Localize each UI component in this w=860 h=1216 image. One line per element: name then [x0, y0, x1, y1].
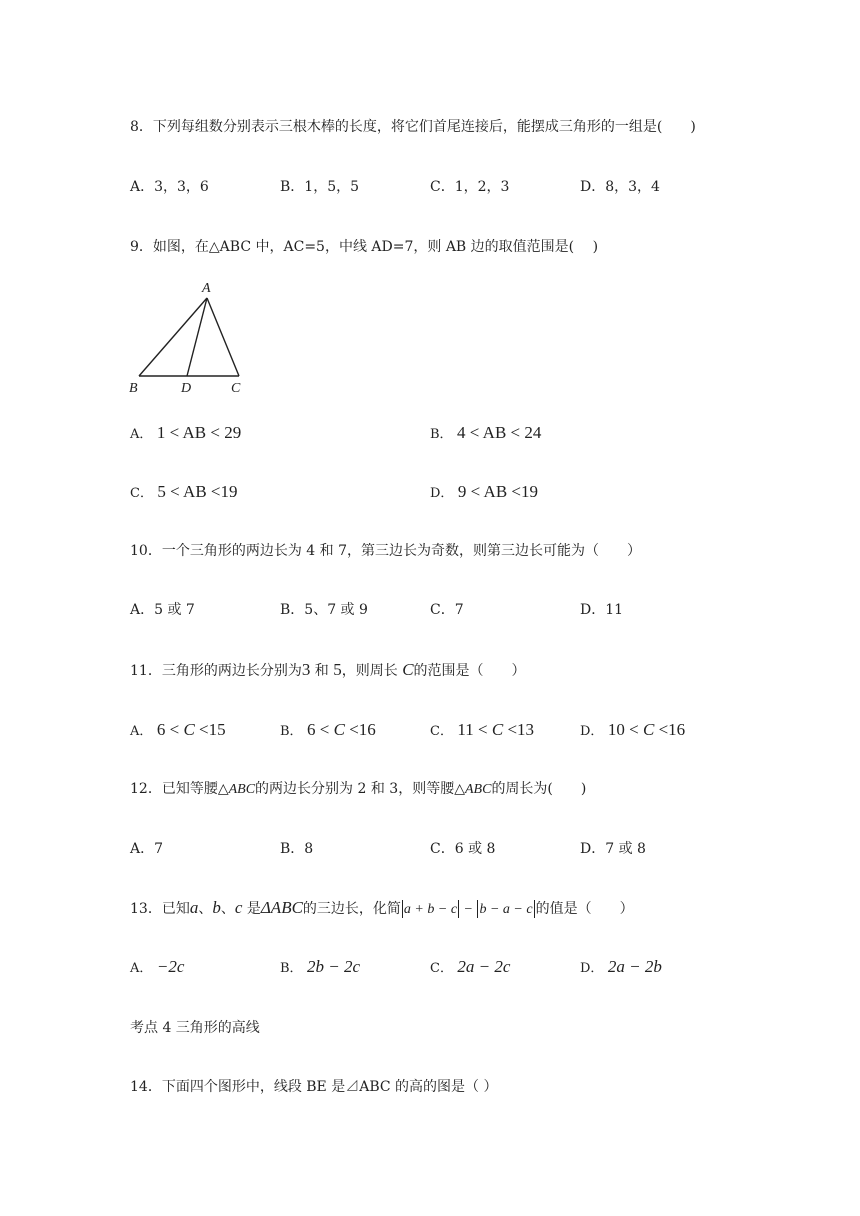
q13-option-d-expr: 2a − 2b: [607, 957, 662, 976]
q11-option-a-letter: A．: [130, 724, 153, 739]
question-10-stem: 10．一个三角形的两边长为 4 和 7，第三边长为奇数，则第三边长可能为（ ）: [130, 543, 641, 559]
q13-minus: −: [460, 902, 477, 917]
q11-option-a-expr-b: <15: [194, 720, 226, 739]
q11-option-d-letter: D．: [580, 724, 604, 739]
q11-stem-mid: ，则周长: [341, 663, 398, 679]
q13-var-a: a: [189, 898, 199, 917]
q13-stem-mid: 的三边长，化简: [302, 901, 401, 917]
abs-bar-right-1: [458, 900, 459, 918]
q11-option-b: [280, 720, 376, 742]
q12-stem-pre: 12．已知等腰△: [130, 781, 229, 797]
q9-option-a: [130, 423, 241, 445]
q13-option-d: [580, 957, 662, 979]
q12-abc-1: ABC: [228, 782, 256, 797]
q13-option-c-expr: 2a − 2c: [457, 957, 511, 976]
question-13-stem: [130, 898, 634, 920]
q12-abc-2: ABC: [464, 782, 492, 797]
q11-option-d-expr-b: <16: [654, 720, 686, 739]
q13-option-c: [430, 957, 510, 979]
q11-option-c: [430, 720, 534, 742]
q13-stem-post: 的值是（ ）: [535, 901, 634, 917]
q8-option-b: B．1，5，5: [280, 179, 360, 195]
q9-option-a-expr: 1 < AB < 29: [156, 423, 242, 442]
q13-option-d-letter: D．: [580, 961, 604, 976]
q11-number-3: 3: [301, 660, 311, 679]
q13-option-b-letter: B．: [280, 961, 303, 976]
q12-option-c: C．6 或 8: [430, 841, 496, 857]
q9-option-c-letter: C．: [130, 486, 153, 501]
question-9-stem: 9．如图，在△ABC 中，AC=5，中线 AD=7，则 AB 边的取值范围是( ): [130, 239, 599, 255]
q13-sep-2: 、: [220, 901, 235, 917]
vertex-label-d: D: [181, 381, 192, 396]
q13-is: 是: [242, 901, 261, 917]
q13-abs-2: b − a − c: [479, 902, 533, 917]
q11-stem-pre: 11．三角形的两边长分别为: [130, 663, 302, 679]
q9-option-c-expr: 5 < AB <19: [157, 482, 238, 501]
q11-option-d: [580, 720, 685, 742]
q11-var-c: C: [402, 660, 414, 679]
q11-option-a-expr-a: 6 <: [156, 720, 184, 739]
q11-stem-and: 和: [314, 663, 329, 679]
q8-option-d: D．8，3，4: [580, 179, 660, 195]
q11-option-b-expr-a: 6 <: [307, 720, 334, 739]
question-14-stem: 14．下面四个图形中，线段 BE 是⊿ABC 的高的图是（ ）: [130, 1079, 498, 1095]
q12-option-a: A．7: [130, 841, 164, 857]
q13-option-b: [280, 957, 360, 979]
question-12-stem: [130, 779, 586, 800]
q13-option-c-letter: C．: [430, 961, 453, 976]
q11-option-d-expr-a: 10 <: [607, 720, 643, 739]
q9-option-d-expr: 9 < AB <19: [457, 482, 538, 501]
q9-option-d: [430, 482, 538, 504]
q10-option-b: B．5、7 或 9: [280, 602, 368, 618]
q9-option-b: [430, 423, 541, 445]
question-11-stem: [130, 660, 526, 681]
q10-option-a: A．5 或 7: [130, 602, 195, 618]
q12-stem-mid: 的两边长分别为 2 和 3，则等腰△: [255, 781, 465, 797]
abs-bar-right-2: [534, 900, 535, 918]
q13-option-a-expr: −2c: [156, 957, 185, 976]
q13-sep-1: 、: [198, 901, 213, 917]
vertex-label-a: A: [202, 281, 211, 296]
q9-option-c: [130, 482, 238, 504]
q11-option-c-letter: C．: [430, 724, 453, 739]
q9-option-b-expr: 4 < AB < 24: [457, 423, 542, 442]
q10-option-c: C．7: [430, 602, 464, 618]
q8-option-c: C．1，2，3: [430, 179, 510, 195]
q11-option-a-var: C: [183, 720, 195, 739]
vertex-label-b: B: [129, 381, 138, 396]
q11-option-d-var: C: [642, 720, 655, 739]
q13-var-c: c: [234, 898, 243, 917]
q9-option-b-letter: B．: [430, 427, 453, 442]
q11-option-a: [130, 720, 226, 742]
q10-option-d: D．11: [580, 602, 624, 618]
q12-stem-post: 的周长为( ): [491, 781, 587, 797]
q13-var-b: b: [212, 898, 221, 917]
q11-option-c-expr-b: <13: [503, 720, 535, 739]
q13-option-a-letter: A．: [130, 961, 153, 976]
q13-stem-pre: 13．已知: [130, 901, 190, 917]
side-ac: [207, 298, 239, 376]
section-heading: 考点 4 三角形的高线: [130, 1020, 260, 1036]
q9-option-a-letter: A．: [130, 427, 153, 442]
q8-option-a: A．3，3，6: [130, 179, 209, 195]
vertex-label-c: C: [231, 381, 241, 396]
q11-option-c-var: C: [491, 720, 504, 739]
q11-option-b-var: C: [333, 720, 345, 739]
q13-option-b-expr: 2b − 2c: [307, 957, 361, 976]
q11-option-b-letter: B．: [280, 724, 303, 739]
q13-triangle: ΔABC: [260, 898, 303, 917]
q13-abs-1: a + b − c: [403, 902, 458, 917]
q11-stem-post: 的范围是（ ）: [413, 663, 526, 679]
q13-option-a: [130, 957, 184, 979]
q9-option-d-letter: D．: [430, 486, 454, 501]
q11-option-c-expr-a: 11 <: [457, 720, 492, 739]
q11-option-b-expr-b: <16: [344, 720, 376, 739]
question-8-stem: 8．下列每组数分别表示三根木棒的长度，将它们首尾连接后，能摆成三角形的一组是( ): [130, 119, 696, 135]
q11-number-5: 5: [333, 660, 342, 679]
triangle-abc-figure: [125, 278, 255, 398]
q12-option-d: D．7 或 8: [580, 841, 646, 857]
abs-bar-left-1: [402, 900, 403, 918]
q12-option-b: B．8: [280, 841, 314, 857]
